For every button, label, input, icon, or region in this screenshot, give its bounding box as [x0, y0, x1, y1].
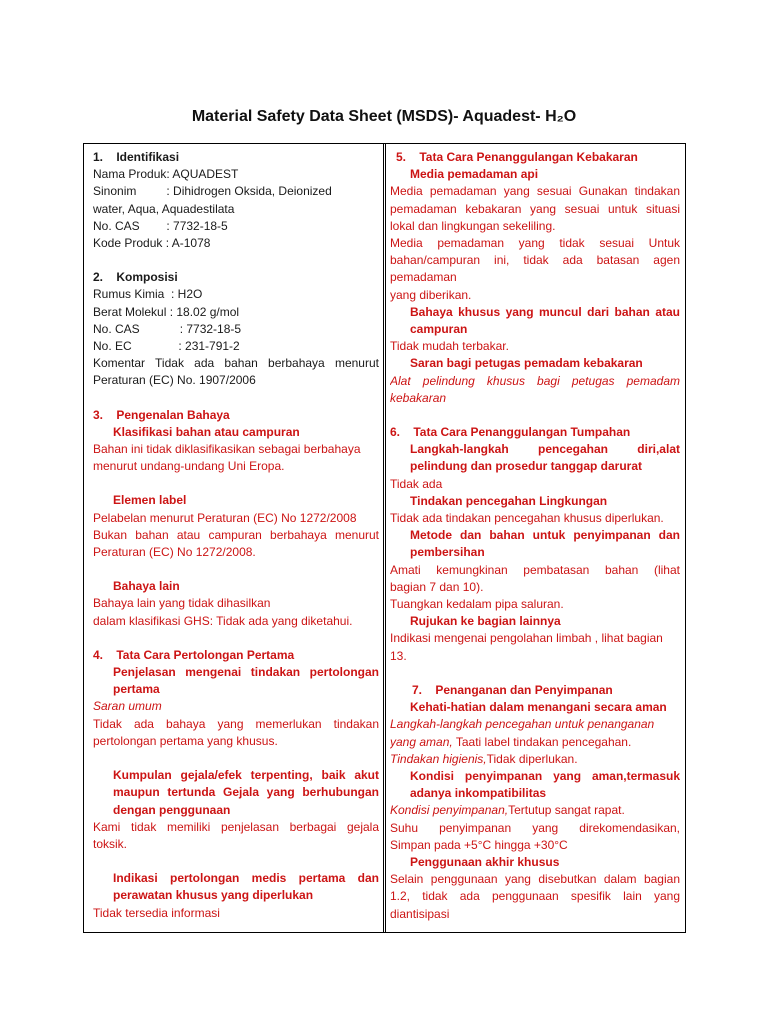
symptoms-label: Kumpulan gejala/efek terpenting, baik akut — [113, 768, 379, 783]
safe-handling-label: Kehati-hatian dalam menangani secara aman — [410, 700, 667, 715]
cleanup-methods-label: Metode dan bahan untuk penyimpanan dan — [410, 528, 680, 543]
hygiene-measures-label: Tindakan higienis, — [390, 751, 487, 766]
document-title: Material Safety Data Sheet (MSDS)- Aquadest- H₂O — [191, 108, 577, 125]
cas-number: No. CAS : 7732-18-5 — [93, 218, 228, 233]
cleanup-methods-text-cont2: Tuangkan kedalam pipa saluran. — [390, 597, 564, 612]
composition-comment-cont: Peraturan (EC) No. 1907/2006 — [93, 373, 256, 388]
hygiene-measures-text: Tidak diperlukan. — [486, 751, 578, 766]
unsuitable-media-text-cont: bahan/campuran ini, tidak ada batasan agen — [390, 253, 680, 268]
molecular-weight: Berat Molekul : 18.02 g/mol — [93, 304, 240, 319]
storage-temperature-label: Suhu penyimpanan yang direkomendasikan, — [390, 820, 680, 835]
section-6-heading: 6. Tata Cara Penanggulangan Tumpahan — [390, 425, 631, 440]
symptoms-label-cont: maupun tertunda Gejala yang berhubungan — [113, 785, 379, 800]
section-4-heading: 4. Tata Cara Pertolongan Pertama — [93, 647, 295, 662]
extinguishing-media-text-cont: pemadaman kebakaran yang sesuai untuk situasi — [390, 201, 680, 216]
label-elements-text: Pelabelan menurut Peraturan (EC) No 1272/2008 — [93, 510, 357, 525]
label-elements-text-cont2: Peraturan (EC) No 1272/2008. — [93, 545, 256, 560]
symptoms-text-cont: toksik. — [93, 836, 128, 851]
unsuitable-media-text-cont3: yang diberikan. — [390, 287, 472, 302]
personal-precautions-text: Tidak ada — [390, 476, 443, 491]
label-elements-label: Elemen label — [113, 493, 187, 508]
product-name: Nama Produk: AQUADEST — [93, 167, 239, 182]
hazard-classification-label: Klasifikasi bahan atau campuran — [113, 424, 300, 439]
special-hazards-text: Tidak mudah terbakar. — [390, 339, 509, 354]
storage-conditions-text-label: Kondisi penyimpanan, — [390, 803, 509, 818]
storage-conditions-label: Kondisi penyimpanan yang aman,termasuk — [410, 768, 680, 783]
section-5-heading: 5. Tata Cara Penanggulangan Kebakaran — [396, 150, 638, 164]
extinguishing-media-text: Media pemadaman yang sesuai Gunakan tindakan — [390, 184, 680, 199]
storage-temperature-value: Simpan pada +5°C hingga +30°C — [390, 837, 568, 852]
special-hazards-label: Bahaya khusus yang muncul dari bahan atau — [410, 304, 680, 319]
personal-precautions-label-cont: pelindung dan prosedur tanggap darurat — [410, 459, 643, 474]
product-code: Kode Produk : A-1078 — [93, 236, 211, 251]
section-3-heading: 3. Pengenalan Bahaya — [93, 407, 230, 422]
other-sections-text: Indikasi mengenai pengolahan limbah , lihat bagian — [390, 631, 663, 646]
other-hazards-text: Bahaya lain yang tidak dihasilkan — [93, 596, 271, 611]
firefighter-advice-text: Alat pelindung khusus bagi petugas pemadam — [390, 373, 680, 388]
firefighter-advice-label: Saran bagi petugas pemadam kebakaran — [410, 356, 643, 371]
cleanup-methods-text: Amati kemungkinan pembatasan bahan (lihat — [390, 562, 680, 577]
general-advice-text: Tidak ada bahaya yang memerlukan tindakan — [93, 716, 379, 731]
right-column — [390, 149, 680, 923]
storage-conditions-label-cont: adanya inkompatibilitas — [410, 786, 547, 801]
left-column — [93, 149, 379, 922]
specific-end-use-label: Penggunaan akhir khusus — [410, 854, 560, 869]
specific-end-use-text: Selain penggunaan yang disebutkan dalam bagian — [390, 872, 680, 887]
extinguishing-media-text-cont2: lokal dan lingkungan sekeliling. — [390, 218, 556, 233]
section-2-heading: 2. Komposisi — [93, 270, 178, 285]
cleanup-methods-label-cont: pembersihan — [410, 545, 485, 560]
hazard-classification-text: Bahan ini tidak diklasifikasikan sebagai berbahaya — [93, 442, 361, 457]
symptoms-text: Kami tidak memiliki penjelasan berbagai gejala — [93, 819, 379, 834]
extinguishing-media-label: Media pemadaman api — [410, 167, 539, 182]
specific-end-use-text-cont2: diantisipasi — [390, 906, 450, 921]
synonym-line: Sinonim : Dihidrogen Oksida, Deionized — [93, 184, 332, 199]
safe-handling-text: Langkah-langkah pencegahan untuk penanganan — [390, 717, 655, 732]
label-elements-text-cont: Bukan bahan atau campuran berbahaya menurut — [93, 527, 379, 542]
chemical-formula: Rumus Kimia : H2O — [93, 287, 203, 302]
safe-handling-label-note: Taati label tindakan pencegahan. — [455, 734, 632, 749]
first-aid-description-label: Penjelasan mengenai tindakan pertolongan — [113, 665, 379, 680]
composition-comment: Komentar Tidak ada bahan berbahaya menurut — [93, 356, 379, 371]
other-sections-text-cont: 13. — [390, 648, 407, 663]
specific-end-use-text-cont: 1.2, tidak ada penggunaan spesifik lain yang — [390, 889, 680, 904]
composition-ec: No. EC : 231-791-2 — [93, 339, 240, 354]
symptoms-label-cont2: dengan penggunaan — [113, 802, 231, 817]
other-sections-label: Rujukan ke bagian lainnya — [410, 614, 561, 629]
medical-attention-text: Tidak tersedia informasi — [93, 905, 220, 920]
section-7-heading: 7. Penanganan dan Penyimpanan — [412, 682, 613, 697]
general-advice-text-cont: pertolongan pertama yang khusus. — [93, 733, 278, 748]
first-aid-description-label-cont: pertama — [113, 682, 160, 697]
unsuitable-media-text: Media pemadaman yang tidak sesuai Untuk — [390, 236, 680, 251]
unsuitable-media-text-cont2: pemadaman — [390, 270, 457, 285]
cleanup-methods-text-cont: bagian 7 dan 10). — [390, 579, 484, 594]
firefighter-advice-text-cont: kebakaran — [390, 390, 447, 405]
medical-attention-label: Indikasi pertolongan medis pertama dan — [113, 871, 379, 886]
environmental-precautions-label: Tindakan pencegahan Lingkungan — [410, 493, 608, 508]
safe-handling-text-cont: yang aman, — [390, 734, 453, 749]
general-advice-label: Saran umum — [93, 699, 162, 714]
personal-precautions-label: Langkah-langkah pencegahan diri,alat — [410, 442, 680, 457]
section-1-heading: 1. Identifikasi — [93, 150, 180, 164]
special-hazards-label-cont: campuran — [410, 322, 468, 337]
hazard-classification-text-cont: menurut undang-undang Uni Eropa. — [93, 459, 285, 474]
synonym-line-cont: water, Aqua, Aquadestilata — [93, 201, 235, 216]
medical-attention-label-cont: perawatan khusus yang diperlukan — [113, 888, 314, 903]
composition-cas: No. CAS : 7732-18-5 — [93, 321, 242, 336]
storage-conditions-text: Tertutup sangat rapat. — [508, 803, 625, 818]
column-divider — [383, 143, 386, 933]
environmental-precautions-text: Tidak ada tindakan pencegahan khusus diperlukan. — [390, 511, 664, 526]
other-hazards-text-cont: dalam klasifikasi GHS: Tidak ada yang diketahui. — [93, 613, 353, 628]
other-hazards-label: Bahaya lain — [113, 579, 180, 594]
